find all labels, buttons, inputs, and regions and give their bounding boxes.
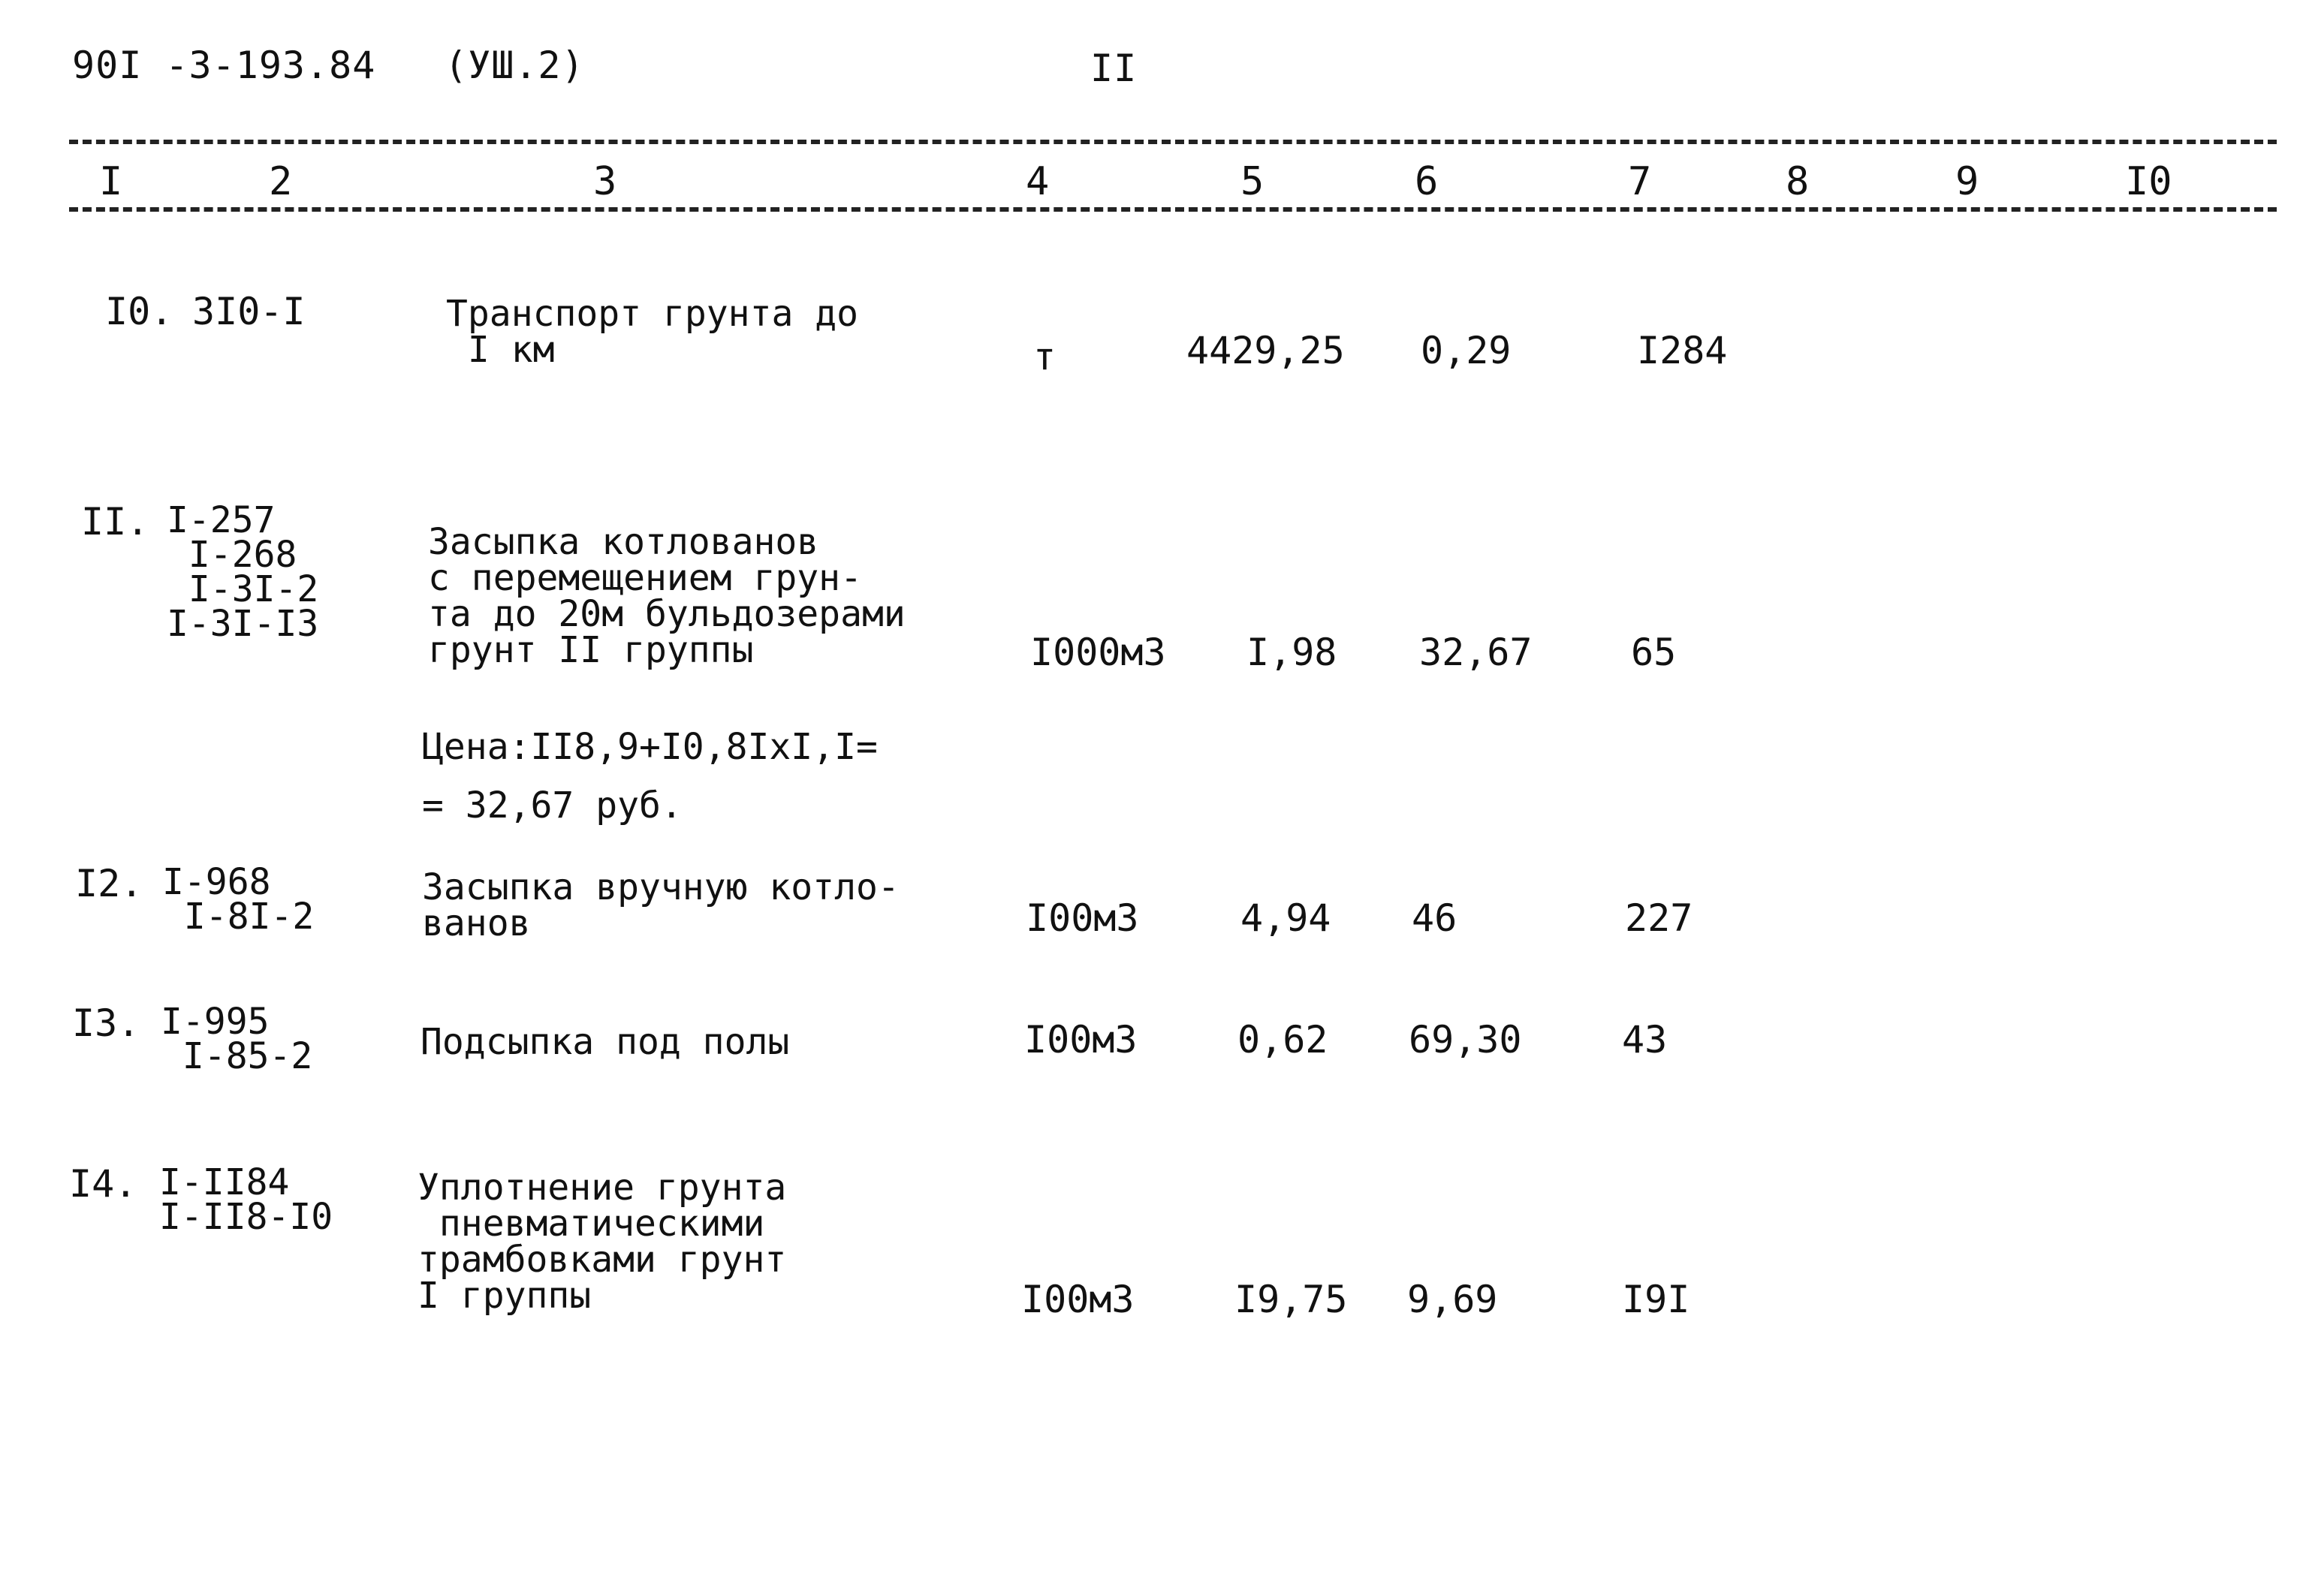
column-number-10: I0 <box>2125 159 2172 204</box>
row-unit: I00м3 <box>1024 1018 1138 1061</box>
row-unit: I00м3 <box>1021 1278 1135 1321</box>
row-description: Подсыпка под полы <box>421 1021 790 1063</box>
column-number-7: 7 <box>1628 159 1652 204</box>
code-line: I-968 <box>162 861 271 903</box>
row-quantity: 4,94 <box>1240 896 1331 940</box>
row-description <box>428 521 906 671</box>
row-codes <box>161 1001 313 1077</box>
row-total: 43 <box>1622 1018 1668 1061</box>
row-unit-price: 69,30 <box>1409 1018 1522 1061</box>
code-line: I-II8-I0 <box>159 1196 333 1238</box>
code-line: I-85-2 <box>161 1035 313 1077</box>
column-number-6: 6 <box>1415 159 1439 204</box>
column-number-1: I <box>99 159 123 204</box>
row-description <box>417 1167 787 1317</box>
row-unit-price: 9,69 <box>1407 1278 1498 1321</box>
row-unit: I000м3 <box>1030 631 1166 674</box>
code-line: I-995 <box>161 1001 270 1043</box>
code-line: I-3I-2 <box>167 568 319 610</box>
row-unit: т <box>1033 335 1057 378</box>
row-unit-price: 0,29 <box>1421 329 1512 372</box>
column-number-4: 4 <box>1026 159 1050 204</box>
description-line: та до 20м бульдозерами <box>428 593 906 635</box>
description-line: ванов <box>422 902 531 944</box>
row-number: I3. <box>72 1001 140 1045</box>
row-description <box>446 293 859 371</box>
column-number-8: 8 <box>1786 159 1810 204</box>
code-line: I-3I-I3 <box>167 603 319 645</box>
row-quantity: I,98 <box>1246 631 1337 674</box>
row-total: I9I <box>1622 1278 1690 1321</box>
column-number-2: 2 <box>269 159 293 204</box>
document-code: 90I -3-193.84 <box>72 44 376 87</box>
row-total: 65 <box>1631 631 1677 674</box>
row-code: 3I0-I <box>192 290 306 333</box>
description-line: I км <box>446 329 555 371</box>
row-unit-price: 32,67 <box>1419 631 1533 674</box>
description-line: Засыпка котлованов <box>428 521 819 563</box>
row-codes <box>159 1161 333 1238</box>
description-line: трамбовками грунт <box>417 1239 787 1281</box>
page-number: II <box>1090 47 1138 90</box>
description-line: пневматическими <box>417 1203 765 1245</box>
row-number: II. <box>81 500 149 544</box>
note-line: = 32,67 руб. <box>422 784 683 827</box>
row-number: I0. <box>105 290 173 333</box>
header-top-rule <box>69 140 2277 144</box>
column-number-9: 9 <box>1955 159 1979 204</box>
code-line: I-II84 <box>159 1161 290 1203</box>
description-line: Транспорт грунта до <box>446 293 859 335</box>
row-codes <box>162 861 315 938</box>
row-quantity: I9,75 <box>1234 1278 1348 1321</box>
description-line: I группы <box>417 1275 592 1317</box>
row-codes <box>167 499 319 645</box>
row-total: I284 <box>1637 329 1728 372</box>
row-total: 227 <box>1625 896 1693 940</box>
row-quantity: 4429,25 <box>1186 329 1345 372</box>
row-number: I4. <box>69 1162 137 1206</box>
album-label: (УШ.2) <box>445 44 585 87</box>
row-unit: I00м3 <box>1026 896 1139 940</box>
code-line: I-257 <box>167 499 276 541</box>
header-bottom-rule <box>69 207 2277 212</box>
description-line: Уплотнение грунта <box>417 1167 787 1209</box>
row-quantity: 0,62 <box>1237 1018 1328 1061</box>
column-number-3: 3 <box>593 159 617 204</box>
price-calculation-note <box>422 718 878 835</box>
description-line: грунт II группы <box>428 629 754 671</box>
code-line: I-8I-2 <box>162 896 315 938</box>
description-line: с перемещением грун- <box>428 557 862 599</box>
row-unit-price: 46 <box>1412 896 1457 940</box>
code-line: I-268 <box>167 534 297 576</box>
description-line: Засыпка вручную котло- <box>422 866 900 908</box>
note-line: Цена:II8,9+I0,8IxI,I= <box>422 726 878 768</box>
row-description <box>422 866 900 944</box>
column-number-5: 5 <box>1240 159 1265 204</box>
row-number: I2. <box>75 862 143 905</box>
